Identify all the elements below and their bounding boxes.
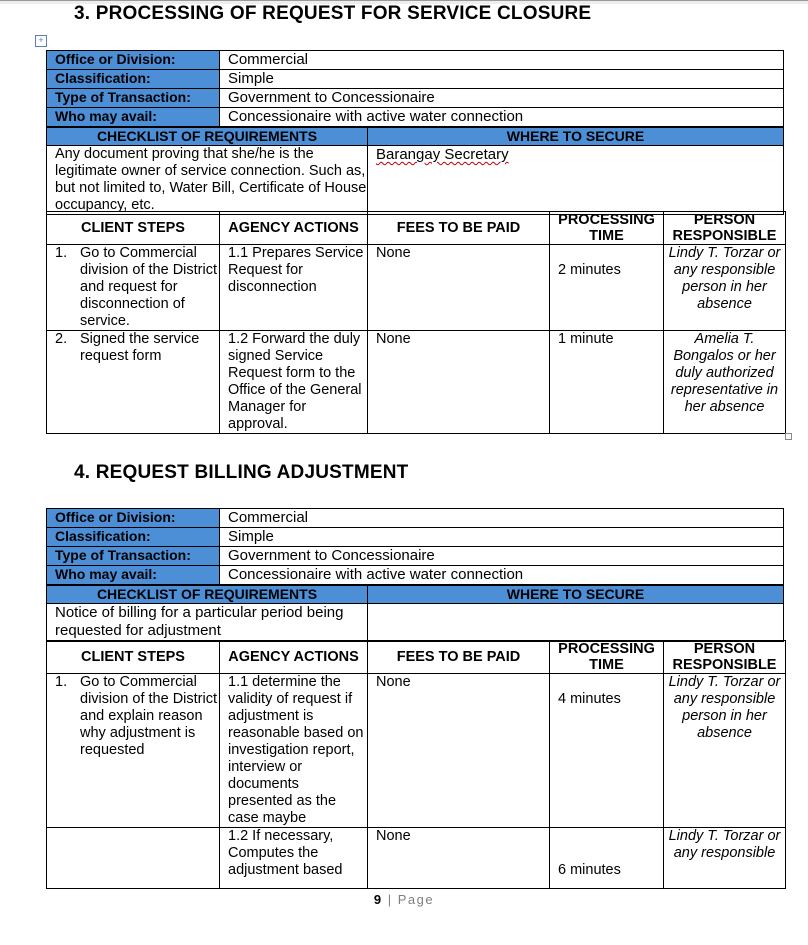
- where-to-secure-value: [368, 604, 784, 642]
- column-header-person-responsible: PERSON RESPONSIBLE: [664, 212, 786, 245]
- requirement-text: Any document proving that she/he is the legitimate owner of service connection. Such as, but not limited to, Water Bill, Certificate of House occupancy, etc.: [47, 146, 368, 215]
- processing-time: 1 minute: [550, 331, 664, 434]
- column-header-agency-actions: AGENCY ACTIONS: [220, 212, 368, 245]
- section-3-steps-table: [46, 211, 786, 434]
- agency-action: 1.2 Forward the duly signed Service Request form to the Office of the General Manager for approval.: [220, 331, 368, 434]
- step-number: 2.: [55, 331, 68, 347]
- info-label: Type of Transaction:: [47, 547, 220, 566]
- table-row: [47, 828, 786, 889]
- section-3-info-table: [46, 50, 784, 215]
- agency-action: 1.2 If necessary, Computes the adjustment based: [220, 828, 368, 889]
- processing-time: 6 minutes: [550, 828, 664, 889]
- column-header-client-steps: CLIENT STEPS: [47, 212, 220, 245]
- page-number: 9: [373, 892, 383, 907]
- processing-time: 4 minutes: [550, 674, 664, 828]
- where-to-secure-header: WHERE TO SECURE: [368, 128, 784, 146]
- processing-time: 2 minutes: [550, 245, 664, 331]
- section-4-heading: 4. REQUEST BILLING ADJUSTMENT: [74, 462, 409, 483]
- table-row: [47, 245, 786, 331]
- page-separator: |: [387, 892, 393, 907]
- client-step: Signed the service request form: [80, 331, 200, 364]
- info-value: Commercial: [220, 51, 784, 70]
- info-label: Classification:: [47, 70, 220, 89]
- person-responsible: Lindy T. Torzar or any responsible person in her absence: [664, 674, 786, 828]
- fees: None: [368, 828, 550, 889]
- client-step: Go to Commercial division of the District and explain reason why adjustment is requested: [80, 674, 217, 758]
- column-header-processing-time: PROCESSING TIME: [550, 212, 664, 245]
- where-to-secure-value: Barangay Secretary: [376, 146, 509, 163]
- info-label: Who may avail:: [47, 108, 220, 127]
- checklist-header: CHECKLIST OF REQUIREMENTS: [47, 128, 368, 146]
- person-responsible: Amelia T. Bongalos or her duly authorized representative in her absence: [664, 331, 786, 434]
- info-label: Who may avail:: [47, 566, 220, 585]
- checklist-header: CHECKLIST OF REQUIREMENTS: [47, 586, 368, 604]
- info-label: Office or Division:: [47, 51, 220, 70]
- client-step: Go to Commercial division of the District and request for disconnection of service.: [80, 245, 217, 329]
- info-value: Simple: [220, 528, 784, 547]
- info-value: Concessionaire with active water connection: [220, 108, 784, 127]
- table-move-handle-icon[interactable]: +: [35, 35, 47, 47]
- person-responsible: Lindy T. Torzar or any responsible: [664, 828, 786, 889]
- column-header-fees: FEES TO BE PAID: [368, 212, 550, 245]
- agency-action: 1.1 determine the validity of request if adjustment is reasonable based on investigation report, interview or documents presented as the case maybe: [220, 674, 368, 828]
- fees: None: [368, 331, 550, 434]
- column-header-client-steps: CLIENT STEPS: [47, 641, 220, 674]
- column-header-person-responsible: PERSON RESPONSIBLE: [664, 641, 786, 674]
- info-value: Government to Concessionaire: [220, 547, 784, 566]
- info-value: Concessionaire with active water connection: [220, 566, 784, 585]
- section-4-steps-table: [46, 640, 786, 889]
- info-value: Commercial: [220, 509, 784, 528]
- fees: None: [368, 674, 550, 828]
- info-label: Classification:: [47, 528, 220, 547]
- column-header-agency-actions: AGENCY ACTIONS: [220, 641, 368, 674]
- info-value: Government to Concessionaire: [220, 89, 784, 108]
- info-value: Simple: [220, 70, 784, 89]
- fees: None: [368, 245, 550, 331]
- step-number: 1.: [55, 245, 68, 261]
- table-row: [47, 331, 786, 434]
- page-footer: [0, 892, 808, 907]
- column-header-fees: FEES TO BE PAID: [368, 641, 550, 674]
- column-header-processing-time: PROCESSING TIME: [550, 641, 664, 674]
- agency-action: 1.1 Prepares Service Request for disconnection: [220, 245, 368, 331]
- section-3-heading: 3. PROCESSING OF REQUEST FOR SERVICE CLOSURE: [74, 3, 592, 24]
- page-word: Page: [397, 892, 435, 907]
- section-4-info-table: [46, 508, 784, 642]
- info-label: Type of Transaction:: [47, 89, 220, 108]
- where-to-secure-header: WHERE TO SECURE: [368, 586, 784, 604]
- step-number: 1.: [55, 674, 68, 690]
- info-label: Office or Division:: [47, 509, 220, 528]
- person-responsible: Lindy T. Torzar or any responsible person in her absence: [664, 245, 786, 331]
- requirement-text: Notice of billing for a particular period being requested for adjustment: [47, 604, 368, 642]
- table-resize-handle-icon[interactable]: [785, 433, 792, 440]
- table-row: [47, 674, 786, 828]
